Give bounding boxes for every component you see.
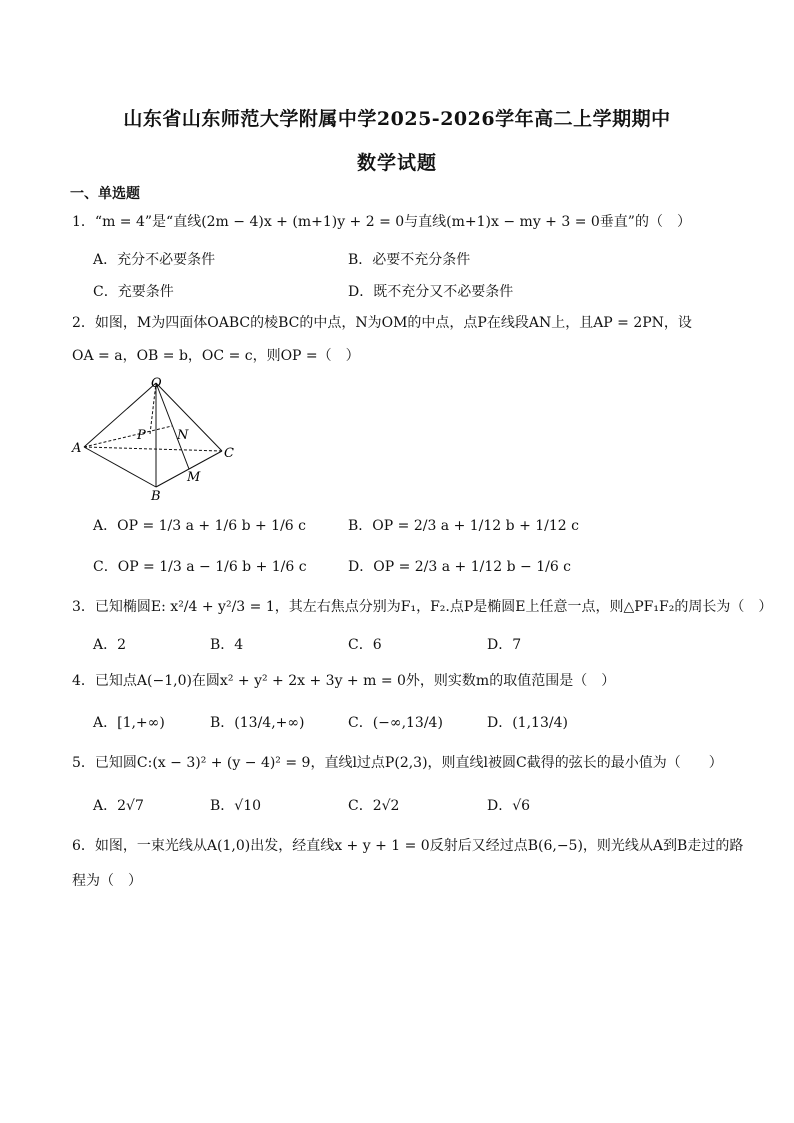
q1-option-a: A．充分不必要条件 xyxy=(93,252,216,268)
q1-option-d: D．既不充分又不必要条件 xyxy=(348,284,514,300)
q1-option-c: C．充要条件 xyxy=(93,284,174,300)
section-heading: 一、单选题 xyxy=(70,186,140,202)
q4-option-a: A．[1,+∞) xyxy=(93,715,165,731)
label-c: C xyxy=(224,446,234,461)
q3-option-c: C．6 xyxy=(348,637,382,653)
q1-option-b: B．必要不充分条件 xyxy=(348,252,471,268)
question-3: 3．已知椭圆E: x²/4 + y²/3 = 1，其左右焦点分别为F₁，F₂.点P是椭圆E上任意一点，则△PF₁F₂的周长为（ ） xyxy=(72,599,773,615)
q4-option-b: B．(13/4,+∞) xyxy=(210,715,305,731)
document-subtitle: 数学试题 xyxy=(356,152,437,174)
q2-option-c: C．OP = 1/3 a − 1/6 b + 1/6 c xyxy=(93,559,307,575)
label-b: B xyxy=(151,489,161,504)
q2-option-a: A．OP = 1/3 a + 1/6 b + 1/6 c xyxy=(93,518,306,534)
question-6-line2: 程为（ ） xyxy=(72,873,142,889)
label-p: P xyxy=(137,428,146,443)
question-2-line1: 2．如图，M为四面体OABC的棱BC的中点，N为OM的中点，点P在线段AN上，且AP = 2PN，设 xyxy=(72,315,692,331)
label-a: A xyxy=(72,441,82,456)
q3-option-b: B．4 xyxy=(210,637,244,653)
q3-option-d: D．7 xyxy=(487,637,522,653)
question-6-line1: 6．如图，一束光线从A(1,0)出发，经直线x + y + 1 = 0反射后又经过点B(6,−5)，则光线从A到B走过的路 xyxy=(72,838,744,854)
tetrahedron-figure xyxy=(70,374,250,504)
q4-option-c: C．(−∞,13/4) xyxy=(348,715,443,731)
q5-option-c: C．2√2 xyxy=(348,798,400,814)
label-n: N xyxy=(177,428,189,443)
q5-option-d: D．√6 xyxy=(487,798,531,814)
q5-option-b: B．√10 xyxy=(210,798,262,814)
q2-option-b: B．OP = 2/3 a + 1/12 b + 1/12 c xyxy=(348,518,579,534)
document-title: 山东省山东师范大学附属中学2025-2026学年高二上学期期中 xyxy=(123,108,671,130)
q5-option-a: A．2√7 xyxy=(93,798,144,814)
q4-option-d: D．(1,13/4) xyxy=(487,715,568,731)
label-m: M xyxy=(187,470,201,485)
q2-option-d: D．OP = 2/3 a + 1/12 b − 1/6 c xyxy=(348,559,572,575)
label-o: O xyxy=(151,376,162,391)
question-2-line2: OA = a，OB = b，OC = c，则OP =（ ） xyxy=(72,348,360,364)
question-1: 1．“m = 4”是“直线(2m − 4)x + (m+1)y + 2 = 0与直线(m+1)x − my + 3 = 0垂直”的（ ） xyxy=(72,214,691,230)
q3-option-a: A．2 xyxy=(93,637,127,653)
question-4: 4．已知点A(−1,0)在圆x² + y² + 2x + 3y + m = 0外，则实数m的取值范围是（ ） xyxy=(72,673,616,689)
question-5: 5．已知圆C:(x − 3)² + (y − 4)² = 9，直线l过点P(2,3)，则直线l被圆C截得的弦长的最小值为（ ） xyxy=(72,755,723,771)
